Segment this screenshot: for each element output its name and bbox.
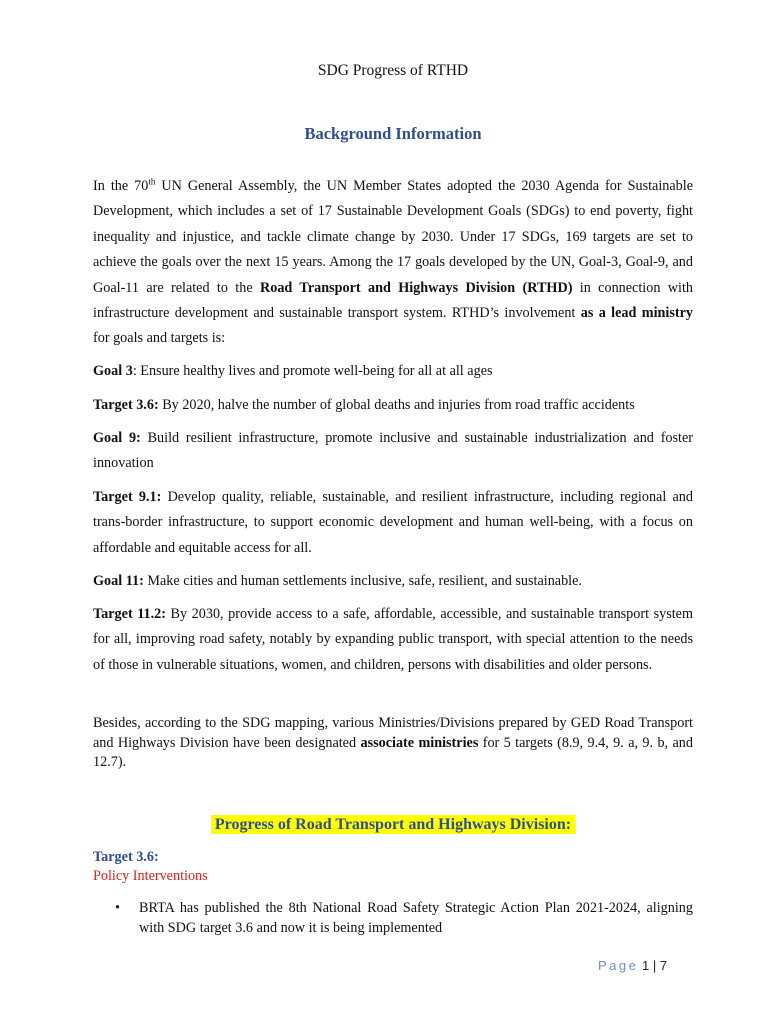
- goal-3-text: : Ensure healthy lives and promote well-being for all at all ages: [132, 363, 493, 379]
- footer-page-total: 7: [659, 958, 668, 973]
- goal-9-label: Goal 9:: [93, 430, 141, 446]
- intro-text-3: in connection with infrastructure development and sustainable transport system. RTHD’s involvement: [93, 279, 693, 322]
- target-3-6-subheading: Target 3.6:: [93, 849, 159, 865]
- goal-3-paragraph: [93, 359, 693, 384]
- progress-heading: [93, 816, 693, 834]
- intro-text-4: for goals and targets is:: [93, 330, 226, 347]
- target-11-2-text: By 2030, provide access to a safe, affordable, accessible, and sustainable transport system for all, improving road safety, notably by expanding public transport, with special attention to the needs of those in vulnerable situations, women, and children, persons with disabilities and older persons.: [93, 606, 694, 673]
- footer-separator: |: [652, 958, 657, 973]
- intro-text-2: UN General Assembly, the UN Member States adopted the 2030 Agenda for Sustainable Development, which includes a set of 17 Sustainable Development Goals (SDGs) to end poverty, fight inequality and injustice, and tackle climate change by 2030. Under 17 SDGs, 169 targets are set to achieve the goals over the next 15 years. Among the 17 goals developed by the UN, Goal-3, Goal-9, and Goal-11 are related to the: [93, 178, 693, 296]
- target-11-2-paragraph: [93, 602, 693, 678]
- besides-text-1: Besides, according to the SDG mapping, various Ministries/Divisions prepared by GED Road Transport and Highways Division have been designated: [93, 715, 693, 751]
- goal-9-text: Build resilient infrastructure, promote inclusive and sustainable industrialization and foster innovation: [93, 430, 694, 472]
- besides-bold-associate: associate ministries: [360, 734, 479, 751]
- document-title: SDG Progress of RTHD: [317, 62, 469, 79]
- footer-page-word: Page: [598, 958, 639, 973]
- target-9-1-label: Target 9.1:: [93, 489, 162, 505]
- target-9-1-paragraph: [93, 485, 693, 561]
- target-3-6-text: By 2020, halve the number of global deaths and injuries from road traffic accidents: [158, 397, 635, 413]
- target-3-6-paragraph: [93, 393, 693, 418]
- besides-text-2: for 5 targets (8.9, 9.4, 9. a, 9. b, and 12.7).: [93, 734, 693, 770]
- intro-bold-rthd: Road Transport and Highways Division (RTHD): [260, 279, 573, 296]
- section-heading-background: Background Information: [304, 124, 482, 143]
- page-footer: [598, 958, 667, 973]
- besides-paragraph: [93, 714, 693, 773]
- goal-11-text: Make cities and human settlements inclusive, safe, resilient, and sustainable.: [143, 573, 582, 589]
- target-9-1-text: Develop quality, reliable, sustainable, and resilient infrastructure, including regional and trans-border infrastructure, to support economic development and human well-being, with a focus on affordable and equitable access for all.: [93, 489, 693, 556]
- goal-11-paragraph: [93, 569, 693, 594]
- target-11-2-label: Target 11.2:: [93, 606, 166, 622]
- goal-11-label: Goal 11:: [93, 573, 144, 589]
- intro-paragraph: [93, 174, 693, 352]
- goal-9-paragraph: [93, 426, 693, 477]
- intro-superscript: th: [148, 176, 156, 187]
- target-3-6-label: Target 3.6:: [93, 397, 159, 413]
- footer-page-current: 1: [642, 958, 650, 973]
- policy-interventions-label: Policy Interventions: [93, 868, 208, 884]
- bullet-text: BRTA has published the 8th National Road Safety Strategic Action Plan 2021-2024, aligning with SDG target 3.6 and now it is being implemented: [139, 900, 693, 936]
- bullet-icon: •: [115, 900, 120, 916]
- intro-bold-lead-ministry: as a lead ministry: [580, 305, 693, 322]
- intro-text-1: In the 70: [93, 178, 149, 194]
- progress-heading-text: Progress of Road Transport and Highways Division:: [211, 815, 575, 834]
- goal-3-label: Goal 3: [93, 363, 133, 379]
